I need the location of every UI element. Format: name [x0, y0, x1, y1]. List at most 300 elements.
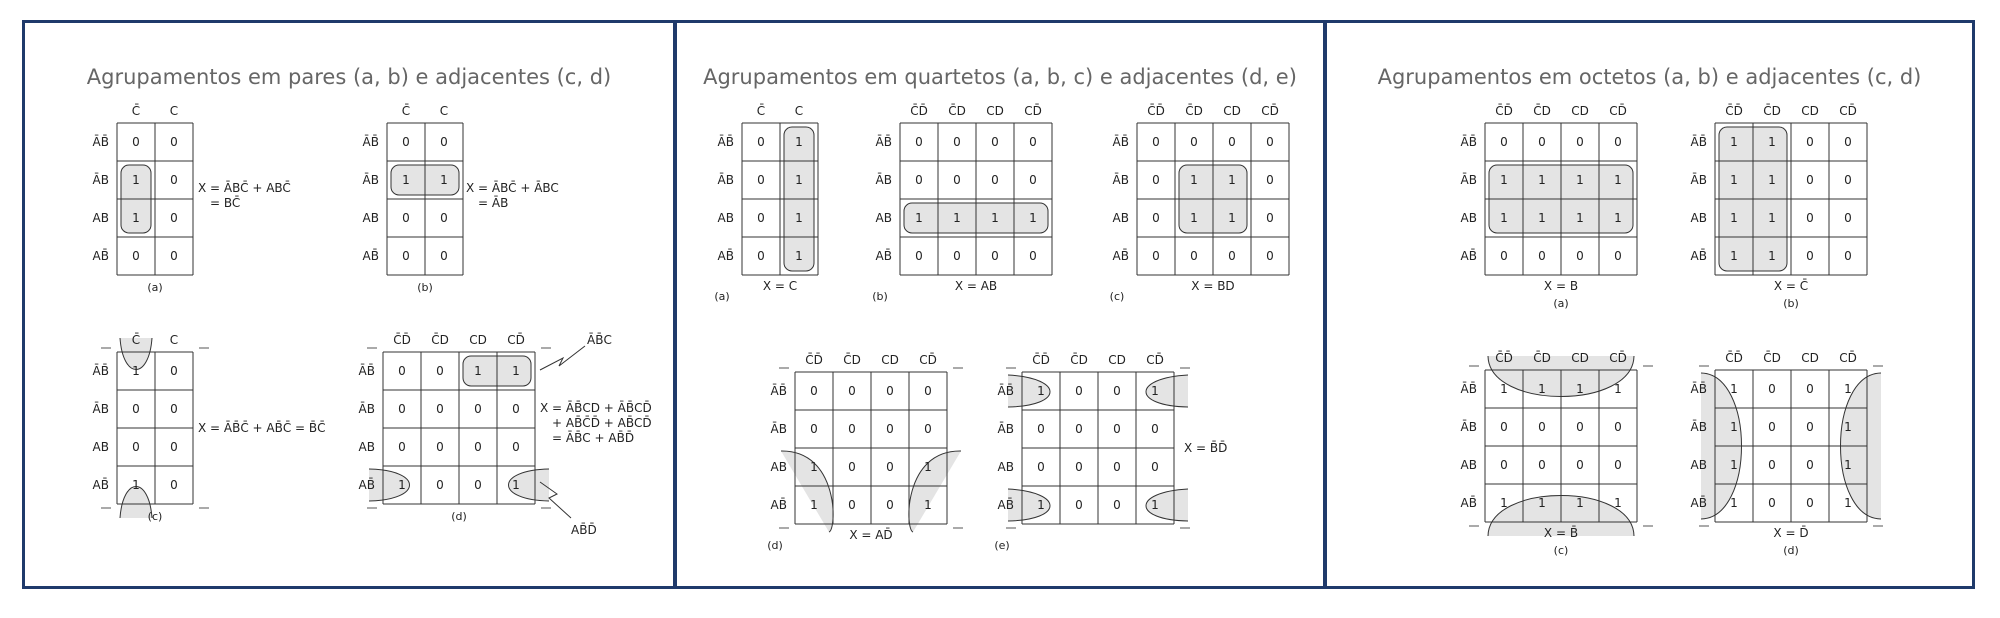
column-header: C: [439, 104, 449, 118]
expression: + AB̄C̄D̄ + AB̄CD̄: [552, 416, 652, 430]
column-header: CD̄: [1024, 104, 1042, 118]
cell-value: 0: [1029, 135, 1037, 149]
column-header: C̄D: [1533, 351, 1551, 365]
cell-value: 1: [1730, 420, 1738, 434]
column-header: CD̄: [507, 333, 525, 347]
kmap-p1b: [363, 104, 559, 294]
row-header: ĀB: [875, 173, 892, 187]
cell-value: 0: [170, 211, 178, 225]
kmap-p1c: [93, 333, 326, 523]
cell-value: 0: [512, 440, 520, 454]
cell-value: 1: [1538, 211, 1546, 225]
cell-value: 0: [915, 249, 923, 263]
row-header: ĀB̄: [770, 384, 787, 398]
column-header: C̄: [131, 104, 141, 118]
expression: = ĀB: [478, 196, 509, 210]
cell-value: 0: [170, 440, 178, 454]
cell-value: 1: [1576, 211, 1584, 225]
column-header: CD: [881, 353, 899, 367]
column-header: C̄D̄: [1495, 104, 1513, 118]
column-header: CD̄: [1609, 351, 1627, 365]
cell-value: 1: [1730, 173, 1738, 187]
cell-value: 1: [1576, 382, 1584, 396]
row-header: AB: [1112, 211, 1129, 225]
cell-value: 0: [810, 384, 818, 398]
cell-value: 1: [991, 211, 999, 225]
cell-value: 0: [848, 460, 856, 474]
row-header: ĀB̄: [1460, 382, 1477, 396]
cell-value: 1: [1730, 382, 1738, 396]
cell-value: 0: [1113, 460, 1121, 474]
cell-value: 1: [1576, 496, 1584, 510]
cell-value: 1: [795, 135, 803, 149]
column-header: C̄D: [1763, 104, 1781, 118]
cell-value: 1: [1730, 211, 1738, 225]
row-header: ĀB̄: [1690, 382, 1707, 396]
cell-value: 0: [1075, 498, 1083, 512]
cell-value: 1: [1151, 498, 1159, 512]
cell-value: 1: [402, 173, 410, 187]
kmap-p3b: [1691, 104, 1867, 310]
cell-value: 0: [953, 135, 961, 149]
kmap-p3c: [1461, 351, 1653, 557]
cell-value: 1: [1228, 173, 1236, 187]
row-header: AB: [875, 211, 892, 225]
cell-value: 0: [436, 402, 444, 416]
cell-value: 1: [512, 364, 520, 378]
expression: X = ĀBC̄ + ABC̄: [198, 181, 291, 195]
cell-value: 1: [1029, 211, 1037, 225]
column-header: C̄D̄: [1032, 353, 1050, 367]
cell-value: 0: [915, 173, 923, 187]
cell-value: 1: [1228, 211, 1236, 225]
cell-value: 0: [1576, 135, 1584, 149]
cell-value: 1: [1576, 173, 1584, 187]
expression: X = C: [762, 279, 798, 293]
cell-value: 0: [1075, 384, 1083, 398]
cell-value: 0: [1844, 173, 1852, 187]
kmap-p2a: [714, 104, 818, 303]
column-header: CD: [469, 333, 487, 347]
cell-value: 0: [170, 135, 178, 149]
cell-value: 1: [924, 498, 932, 512]
cell-value: 0: [991, 173, 999, 187]
cell-value: 1: [398, 478, 406, 492]
cell-value: 0: [848, 498, 856, 512]
panel-title: Agrupamentos em octetos (a, b) e adjacentes (c, d): [1377, 65, 1922, 89]
cell-value: 0: [1266, 211, 1274, 225]
cell-value: 0: [1538, 249, 1546, 263]
column-header: C̄D̄: [1725, 104, 1743, 118]
row-header: AB̄: [92, 249, 109, 263]
expression: X = BD: [1191, 279, 1235, 293]
cell-value: 0: [440, 249, 448, 263]
cell-value: 0: [132, 249, 140, 263]
cell-value: 1: [795, 173, 803, 187]
cell-value: 0: [1806, 458, 1814, 472]
cell-value: 0: [170, 402, 178, 416]
row-header: ĀB: [997, 422, 1014, 436]
cell-value: 0: [924, 384, 932, 398]
row-header: AB̄: [875, 249, 892, 263]
cell-value: 0: [1113, 422, 1121, 436]
row-header: ĀB̄: [92, 364, 109, 378]
column-header: C̄D: [1070, 353, 1088, 367]
cell-value: 0: [170, 364, 178, 378]
cell-value: 1: [1844, 420, 1852, 434]
cell-value: 0: [1538, 458, 1546, 472]
cell-value: 1: [132, 364, 140, 378]
cell-value: 1: [1730, 496, 1738, 510]
expression: = ĀB̄C + AB̄D̄: [552, 431, 635, 445]
group-loop: [781, 451, 833, 532]
cell-value: 1: [1730, 458, 1738, 472]
cell-value: 1: [1614, 496, 1622, 510]
cell-value: 1: [1500, 382, 1508, 396]
cell-value: 0: [757, 173, 765, 187]
cell-value: 1: [1730, 135, 1738, 149]
caption: (c): [147, 510, 163, 523]
cell-value: 1: [1844, 496, 1852, 510]
column-header: C̄D̄: [805, 353, 823, 367]
row-header: ĀB̄: [1460, 135, 1477, 149]
caption: (b): [417, 281, 433, 294]
column-header: C̄D: [1185, 104, 1203, 118]
kmap-p3a: [1461, 104, 1637, 310]
row-header: ĀB̄: [358, 364, 375, 378]
cell-value: 0: [1500, 135, 1508, 149]
row-header: ĀB: [1112, 173, 1129, 187]
cell-value: 0: [474, 440, 482, 454]
cell-value: 0: [512, 402, 520, 416]
cell-value: 0: [440, 135, 448, 149]
row-header: ĀB: [1460, 420, 1477, 434]
cell-value: 0: [1768, 496, 1776, 510]
kmap-p2c: [1110, 104, 1289, 303]
row-header: ĀB: [1460, 173, 1477, 187]
panel-title: Agrupamentos em pares (a, b) e adjacentes (c, d): [86, 65, 612, 89]
cell-value: 0: [1190, 135, 1198, 149]
column-header: C̄: [756, 104, 766, 118]
row-header: AB̄: [362, 249, 379, 263]
cell-value: 0: [757, 249, 765, 263]
cell-value: 0: [757, 135, 765, 149]
cell-value: 1: [795, 249, 803, 263]
cell-value: 0: [1806, 249, 1814, 263]
row-header: AB: [997, 460, 1014, 474]
cell-value: 0: [1151, 460, 1159, 474]
column-header: CD̄: [1839, 351, 1857, 365]
row-header: ĀB̄: [997, 384, 1014, 398]
cell-value: 1: [1190, 211, 1198, 225]
cell-value: 0: [170, 478, 178, 492]
cell-value: 0: [848, 422, 856, 436]
cell-value: 0: [915, 135, 923, 149]
row-header: ĀB: [717, 173, 734, 187]
cell-value: 0: [886, 422, 894, 436]
group-loop: [909, 451, 961, 532]
cell-value: 0: [1500, 249, 1508, 263]
cell-value: 0: [1806, 173, 1814, 187]
expression: X = AB: [954, 279, 998, 293]
caption: (b): [1783, 297, 1799, 310]
cell-value: 0: [1844, 211, 1852, 225]
cell-value: 0: [1500, 458, 1508, 472]
cell-value: 0: [953, 173, 961, 187]
cell-value: 0: [440, 211, 448, 225]
cell-value: 1: [924, 460, 932, 474]
cell-value: 1: [1844, 458, 1852, 472]
cell-value: 0: [170, 249, 178, 263]
cell-value: 1: [1614, 211, 1622, 225]
cell-value: 0: [1768, 420, 1776, 434]
column-header: C: [169, 333, 179, 347]
column-header: C̄: [131, 333, 141, 347]
row-header: AB: [92, 211, 109, 225]
cell-value: 1: [132, 478, 140, 492]
caption: (c): [1553, 544, 1569, 557]
row-header: AB: [1690, 211, 1707, 225]
cell-value: 0: [1266, 135, 1274, 149]
cell-value: 1: [1614, 382, 1622, 396]
column-header: CD̄: [1261, 104, 1279, 118]
row-header: ĀB̄: [875, 135, 892, 149]
cell-value: 1: [915, 211, 923, 225]
row-header: AB̄: [92, 478, 109, 492]
cell-value: 0: [132, 135, 140, 149]
cell-value: 0: [1768, 382, 1776, 396]
row-header: ĀB: [770, 422, 787, 436]
column-header: C̄: [401, 104, 411, 118]
cell-value: 0: [1768, 458, 1776, 472]
cell-value: 0: [474, 478, 482, 492]
callout-arrow: [540, 346, 585, 370]
cell-value: 1: [810, 498, 818, 512]
column-header: CD: [1801, 104, 1819, 118]
cell-value: 0: [1113, 384, 1121, 398]
row-header: AB̄: [1690, 249, 1707, 263]
cell-value: 0: [1029, 173, 1037, 187]
expression: X = ĀBC̄ + ĀBC: [466, 181, 559, 195]
cell-value: 0: [848, 384, 856, 398]
cell-value: 1: [1768, 173, 1776, 187]
row-header: AB̄: [1460, 496, 1477, 510]
cell-value: 1: [1500, 211, 1508, 225]
cell-value: 0: [1538, 135, 1546, 149]
column-header: CD̄: [1839, 104, 1857, 118]
column-header: CD: [1108, 353, 1126, 367]
cell-value: 0: [1806, 420, 1814, 434]
cell-value: 0: [1113, 498, 1121, 512]
cell-value: 1: [440, 173, 448, 187]
cell-value: 0: [132, 402, 140, 416]
row-header: AB: [1460, 211, 1477, 225]
caption: (b): [872, 290, 888, 303]
cell-value: 0: [132, 440, 140, 454]
kmap-p1a: [93, 104, 291, 294]
column-header: C̄D: [1533, 104, 1551, 118]
expression: X = AD̄: [849, 528, 893, 542]
row-header: AB: [1690, 458, 1707, 472]
cell-value: 1: [1768, 211, 1776, 225]
caption: (a): [147, 281, 163, 294]
cell-value: 1: [810, 460, 818, 474]
cell-value: 0: [436, 364, 444, 378]
cell-value: 0: [1228, 135, 1236, 149]
cell-value: 0: [1806, 211, 1814, 225]
cell-value: 1: [1037, 498, 1045, 512]
row-header: AB: [1460, 458, 1477, 472]
column-header: C̄D̄: [1147, 104, 1165, 118]
cell-value: 0: [1614, 458, 1622, 472]
cell-value: 1: [1500, 496, 1508, 510]
caption: (d): [767, 539, 783, 552]
cell-value: 0: [810, 422, 818, 436]
column-header: C̄D̄: [1495, 351, 1513, 365]
cell-value: 0: [398, 402, 406, 416]
cell-value: 0: [1151, 422, 1159, 436]
cell-value: 1: [1037, 384, 1045, 398]
row-header: ĀB̄: [1112, 135, 1129, 149]
cell-value: 0: [1266, 173, 1274, 187]
cell-value: 1: [1768, 249, 1776, 263]
caption: (c): [1109, 290, 1125, 303]
expression: X = B̄D̄: [1184, 441, 1228, 455]
row-header: AB: [358, 440, 375, 454]
cell-value: 1: [1844, 382, 1852, 396]
column-header: C̄D̄: [910, 104, 928, 118]
cell-value: 0: [1037, 422, 1045, 436]
expression: X = B̄: [1543, 526, 1579, 540]
cell-value: 1: [1614, 173, 1622, 187]
kmap-p1d: [359, 333, 652, 537]
column-header: C̄D: [1763, 351, 1781, 365]
row-header: AB̄: [717, 249, 734, 263]
column-header: CD: [1801, 351, 1819, 365]
expression: X = ĀB̄CD + ĀB̄CD̄: [540, 401, 652, 415]
row-header: ĀB: [1690, 420, 1707, 434]
caption: (a): [714, 290, 730, 303]
kmap-p3d: [1691, 351, 1883, 557]
cell-value: 0: [1806, 135, 1814, 149]
cell-value: 0: [402, 211, 410, 225]
cell-value: 0: [436, 478, 444, 492]
row-header: ĀB̄: [92, 135, 109, 149]
cell-value: 0: [1075, 460, 1083, 474]
column-header: C̄D̄: [393, 333, 411, 347]
row-header: AB̄: [1460, 249, 1477, 263]
cell-value: 0: [1037, 460, 1045, 474]
cell-value: 0: [1152, 135, 1160, 149]
cell-value: 0: [991, 249, 999, 263]
cell-value: 0: [474, 402, 482, 416]
cell-value: 1: [1730, 249, 1738, 263]
column-header: CD: [1223, 104, 1241, 118]
callout-label: AB̄D̄: [571, 523, 597, 537]
expression: X = B: [1543, 279, 1579, 293]
cell-value: 1: [1538, 173, 1546, 187]
cell-value: 0: [924, 422, 932, 436]
cell-value: 0: [1576, 249, 1584, 263]
cell-value: 0: [1806, 382, 1814, 396]
cell-value: 0: [1152, 211, 1160, 225]
cell-value: 0: [1576, 458, 1584, 472]
cell-value: 1: [1500, 173, 1508, 187]
cell-value: 0: [991, 135, 999, 149]
cell-value: 0: [1152, 249, 1160, 263]
cell-value: 0: [1029, 249, 1037, 263]
cell-value: 0: [1614, 420, 1622, 434]
row-header: ĀB̄: [362, 135, 379, 149]
cell-value: 0: [436, 440, 444, 454]
row-header: ĀB: [92, 173, 109, 187]
row-header: AB: [770, 460, 787, 474]
cell-value: 0: [1190, 249, 1198, 263]
cell-value: 0: [1228, 249, 1236, 263]
expression: = BC̄: [210, 196, 241, 210]
caption: (d): [1783, 544, 1799, 557]
cell-value: 0: [886, 384, 894, 398]
expression: X = C̄: [1773, 279, 1809, 293]
kmap-p2b: [872, 104, 1052, 303]
cell-value: 1: [474, 364, 482, 378]
cell-value: 1: [132, 173, 140, 187]
column-header: CD: [986, 104, 1004, 118]
cell-value: 0: [402, 135, 410, 149]
cell-value: 0: [398, 440, 406, 454]
column-header: C: [794, 104, 804, 118]
row-header: AB: [362, 211, 379, 225]
column-header: C̄D̄: [1725, 351, 1743, 365]
cell-value: 0: [1576, 420, 1584, 434]
panel-title: Agrupamentos em quartetos (a, b, c) e adjacentes (d, e): [703, 65, 1297, 89]
row-header: AB: [717, 211, 734, 225]
row-header: ĀB: [362, 173, 379, 187]
cell-value: 0: [953, 249, 961, 263]
column-header: CD̄: [1609, 104, 1627, 118]
cell-value: 0: [1152, 173, 1160, 187]
row-header: ĀB: [358, 402, 375, 416]
cell-value: 0: [402, 249, 410, 263]
column-header: CD: [1571, 104, 1589, 118]
cell-value: 1: [1190, 173, 1198, 187]
column-header: CD̄: [919, 353, 937, 367]
cell-value: 1: [953, 211, 961, 225]
cell-value: 0: [1844, 249, 1852, 263]
column-header: C̄D: [948, 104, 966, 118]
cell-value: 1: [1538, 382, 1546, 396]
expression: X = ĀB̄C̄ + AB̄C̄ = B̄C̄: [198, 421, 326, 435]
row-header: AB̄: [997, 498, 1014, 512]
row-header: AB̄: [1690, 496, 1707, 510]
cell-value: 0: [398, 364, 406, 378]
kmap-p2d: [767, 353, 963, 552]
row-header: AB: [92, 440, 109, 454]
cell-value: 0: [1844, 135, 1852, 149]
column-header: C: [169, 104, 179, 118]
row-header: AB̄: [770, 498, 787, 512]
row-header: ĀB: [92, 402, 109, 416]
row-header: AB̄: [358, 478, 375, 492]
expression: X = D̄: [1773, 526, 1809, 540]
column-header: C̄D: [431, 333, 449, 347]
kmap-p2e: [994, 353, 1227, 552]
cell-value: 0: [1538, 420, 1546, 434]
row-header: ĀB̄: [717, 135, 734, 149]
cell-value: 1: [1151, 384, 1159, 398]
cell-value: 1: [512, 478, 520, 492]
cell-value: 0: [1614, 135, 1622, 149]
